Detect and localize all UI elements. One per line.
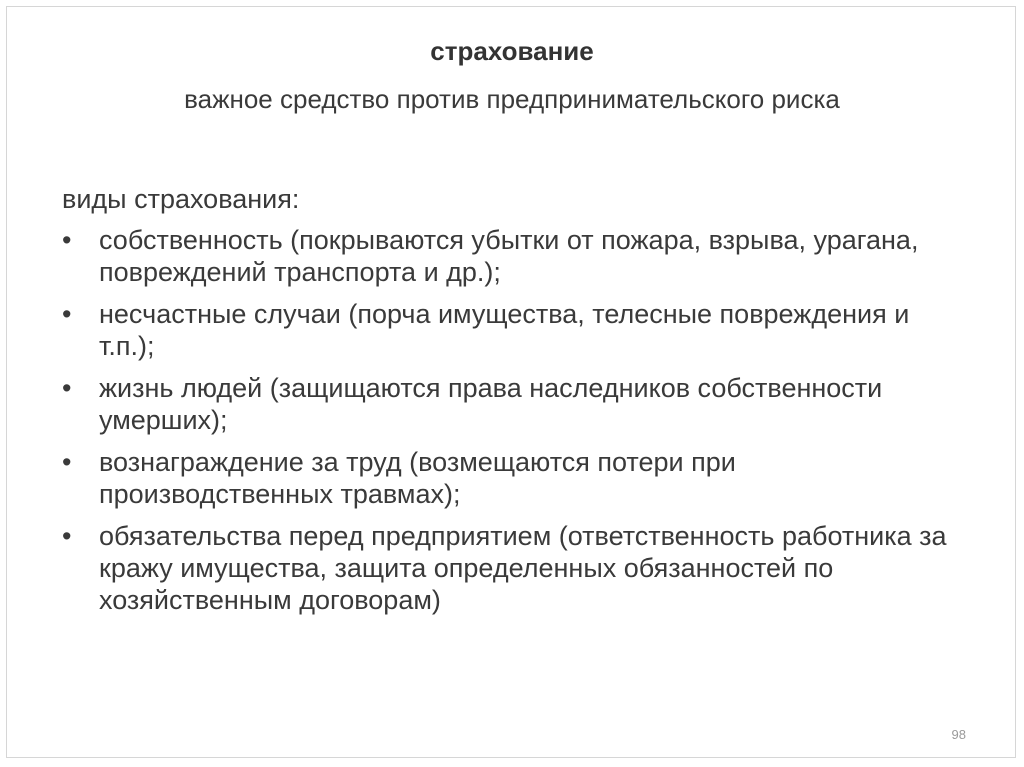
slide-title: страхование [430,36,594,66]
bullet-icon: • [62,521,72,551]
list-item [62,224,962,288]
insurance-types-list [62,224,962,616]
list-item-text: несчастные случаи (порча имущества, телесные повреждения и т.п.); [99,299,910,361]
title-block [0,34,1024,116]
content-body [62,182,962,626]
bullet-icon: • [62,299,72,329]
list-item-text: собственность (покрываются убытки от пожара, взрыва, урагана, повреждений транспорта и др.); [99,225,919,287]
bullet-icon: • [62,447,72,477]
list-item [62,446,962,510]
list-item [62,520,962,616]
page-number: 98 [951,727,966,742]
list-item-text: вознаграждение за труд (возмещаются потери при производственных травмах); [99,447,736,509]
list-item-text: жизнь людей (защищаются права наследников собственности умерших); [99,373,883,435]
list-item [62,298,962,362]
bullet-icon: • [62,373,72,403]
bullet-icon: • [62,225,72,255]
list-item-text: обязательства перед предприятием (ответственность работника за кражу имущества, защита определенных обязанностей по хозяйственным договорам) [99,521,947,615]
list-item [62,372,962,436]
slide-subtitle: важное средство против предпринимательского риска [184,84,840,114]
list-intro: виды страхования: [62,184,300,214]
